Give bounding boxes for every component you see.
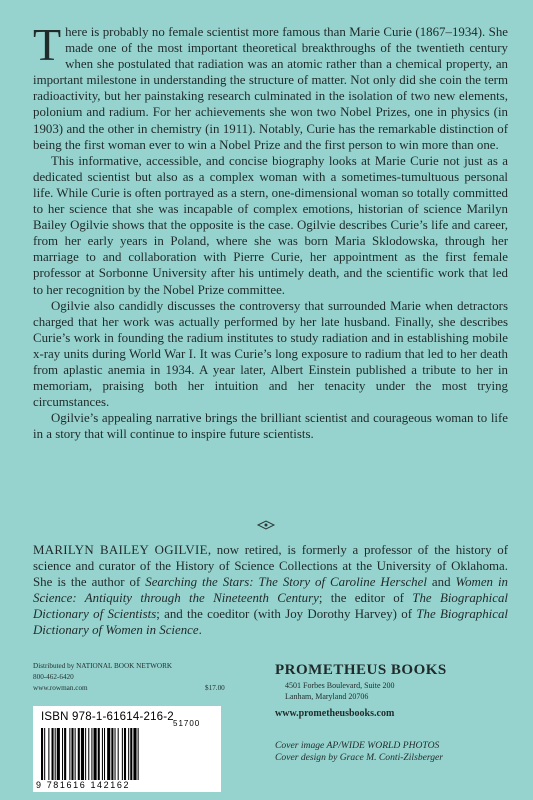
barcode-bar bbox=[52, 728, 54, 780]
drop-cap: T bbox=[33, 19, 62, 70]
barcode-bar bbox=[124, 728, 126, 780]
barcode-bar bbox=[81, 728, 84, 780]
barcode-bars bbox=[41, 728, 213, 780]
distributor-website: www.rowman.com bbox=[33, 684, 88, 692]
isbn-digits: 9 781616 142162 bbox=[36, 780, 131, 790]
price-label: $17.00 bbox=[205, 684, 225, 692]
book-title: Women in Science: Antiquity through the Nineteenth Century bbox=[33, 575, 508, 606]
barcode-bar bbox=[75, 728, 76, 780]
barcode-bar bbox=[122, 728, 123, 780]
barcode-bar bbox=[111, 728, 113, 780]
isbn-label: ISBN 978-1-61614-216-2 bbox=[41, 711, 174, 723]
barcode-bar bbox=[64, 728, 66, 780]
barcode-bar bbox=[57, 728, 60, 780]
barcode-bar bbox=[78, 728, 80, 780]
barcode-bar bbox=[115, 728, 116, 780]
description-paragraph-3: Ogilvie also candidly discusses the controversy that surrounded Marie when detractors charged that her work was actually performed by her late husband. Finally, she describes Curie’s work in founding the radium institutes to study radiation and in establishing mobile x-ray units during World War I. It was Curie’s long exposure to radium that led to her death from aplastic anemia in 1934. A year later, Albert Einstein published a tribute to her in memoriam, praising both her intuition and her tenacity under the most trying circumstances. bbox=[33, 298, 508, 410]
description-paragraph-1 bbox=[33, 19, 508, 153]
paragraph-text: here is probably no female scientist more famous than Marie Curie (1867–1934). She made one of the most important theoretical breakthroughs of the twentieth century when she postulated that radiation was an atomic rather than a chemical property, an important milestone in understanding the structure of matter. Not only did she coin the term radioactivity, but her painstaking research culminated in the isolation of two new elements, polonium and radium. For her achievements she won two Nobel Prizes, one in physics (in 1903) and the other in chemistry (in 1911). Notably, Curie has the remarkable distinction of being the first woman ever to win a Nobel Prize and the first person to win more than one. bbox=[33, 25, 508, 152]
barcode-bar bbox=[107, 728, 110, 780]
author-name: MARILYN BAILEY OGILVIE bbox=[33, 543, 208, 557]
barcode-bar bbox=[94, 728, 97, 780]
barcode-bar bbox=[138, 728, 139, 780]
ornament-divider-icon bbox=[256, 520, 276, 530]
barcode-bar bbox=[128, 728, 129, 780]
barcode-bar bbox=[88, 728, 89, 780]
barcode-bar bbox=[98, 728, 100, 780]
barcode-bar bbox=[85, 728, 86, 780]
barcode-bar bbox=[69, 728, 70, 780]
cover-design-credit: Cover design by Grace M. Conti-Zilsberger bbox=[275, 752, 444, 763]
price-code: 51700 bbox=[173, 719, 201, 728]
barcode-bar bbox=[91, 728, 92, 780]
barcode-bar bbox=[118, 728, 119, 780]
publisher-address: 4501 Forbes Boulevard, Suite 200 Lanham, Maryland 20706 bbox=[285, 681, 395, 701]
book-title: The Biographical Dictionary of Scientists bbox=[33, 591, 508, 622]
barcode-bar bbox=[48, 728, 49, 780]
barcode-bar bbox=[133, 728, 136, 780]
publisher-block bbox=[275, 662, 515, 719]
barcode-bar bbox=[104, 728, 105, 780]
cover-credits bbox=[275, 740, 515, 764]
barcode-bar bbox=[130, 728, 132, 780]
cover-image-credit: Cover image AP/WIDE WORLD PHOTOS bbox=[275, 740, 440, 751]
book-description bbox=[33, 19, 508, 442]
publisher-name: PROMETHEUS BOOKS bbox=[275, 662, 447, 678]
barcode-bar bbox=[71, 728, 73, 780]
distribution-info bbox=[33, 661, 263, 694]
barcode-bar bbox=[55, 728, 56, 780]
barcode-bar bbox=[102, 728, 103, 780]
isbn-barcode bbox=[33, 706, 221, 792]
distributor-phone: 800-462-6420 bbox=[33, 673, 74, 681]
distributor-line: Distributed by NATIONAL BOOK NETWORK bbox=[33, 662, 173, 670]
author-bio: MARILYN BAILEY OGILVIE, now retired, is formerly a professor of the history of science and curator of the History of Science Collections at the University of Oklahoma. She is the author of Searching the Stars: The Story of Caroline Herschel and Women in Science: Antiquity through the Nineteenth Century; the editor of The Biographical Dictionary of Scientists; and the coeditor (with Joy Dorothy Harvey) of The Biographical Dictionary of Women in Science. bbox=[33, 543, 509, 638]
book-title: The Biographical Dictionary of Women in Science bbox=[33, 607, 509, 638]
publisher-website: www.prometheusbooks.com bbox=[275, 708, 395, 719]
barcode-bar bbox=[41, 728, 43, 780]
barcode-bar bbox=[44, 728, 45, 780]
barcode-bar bbox=[62, 728, 63, 780]
book-title: Searching the Stars: The Story of Caroline Herschel bbox=[145, 575, 427, 590]
description-paragraph-2: This informative, accessible, and concise biography looks at Marie Curie not just as a dedicated scientist but also as a complex woman with a sometimes-tumultuous personal life. While Curie is often portrayed as a stern, one-dimensional woman so totally committed to her science that she was incapable of complex emotions, historian of science Marilyn Bailey Ogilvie shows that the opposite is the case. Ogilvie describes Curie’s life and career, from her early years in Poland, where she was born Maria Sklodowska, through her marriage to and collaboration with Pierre Curie, her appointment as the first female professor at Sorbonne University after his untimely death, and the scientific work that led to her recognition by the Nobel Prize committee. bbox=[33, 153, 508, 297]
description-paragraph-4: Ogilvie’s appealing narrative brings the brilliant scientist and courageous woman to life in a story that will continue to inspire future scientists. bbox=[33, 411, 508, 442]
